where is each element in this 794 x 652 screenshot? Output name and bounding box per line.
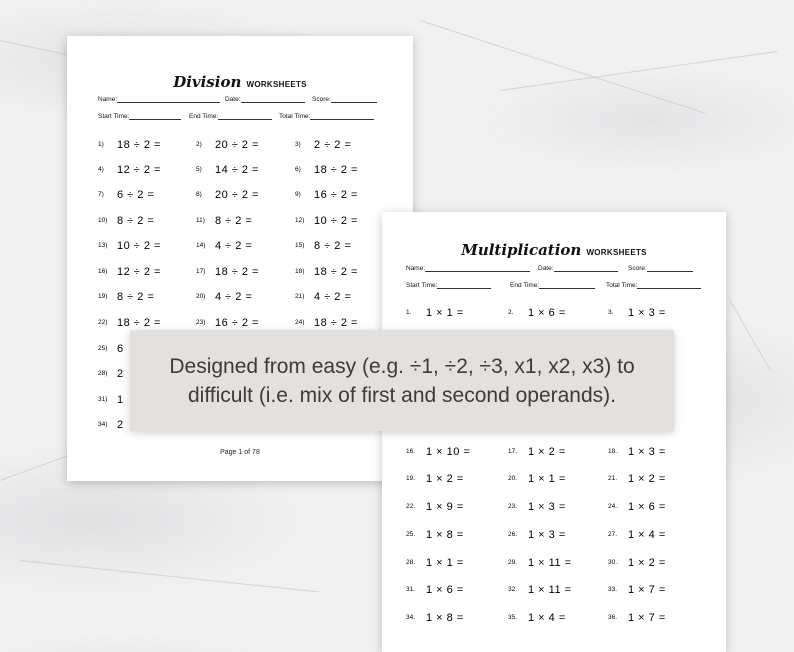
problem-number: 6) — [295, 166, 301, 174]
problem-number: 29. — [508, 559, 518, 567]
problem-equation: 1 × 2 = — [628, 556, 666, 569]
problem-equation: 1 × 7 = — [628, 583, 666, 596]
problem-number: 5) — [196, 166, 202, 174]
problem-item — [508, 554, 572, 572]
problem-equation: 2 — [117, 418, 124, 431]
problem-number: 24. — [608, 503, 618, 511]
division-title-script: Division — [173, 73, 242, 91]
problem-item — [608, 498, 666, 516]
problem-number: 21) — [295, 293, 305, 301]
problem-item — [295, 237, 351, 255]
problem-number: 22. — [406, 503, 416, 511]
problem-equation: 16 ÷ 2 = — [215, 316, 259, 329]
division-title-worksheets: WORKSHEETS — [246, 80, 307, 89]
problem-item — [406, 304, 464, 322]
problem-number: 21. — [608, 475, 618, 483]
problem-item — [406, 554, 464, 572]
problem-equation: 18 ÷ 2 = — [215, 265, 259, 278]
problem-number: 32. — [508, 586, 518, 594]
problem-item — [406, 609, 464, 627]
problem-equation: 8 ÷ 2 = — [117, 290, 155, 303]
problem-number: 33. — [608, 586, 618, 594]
problem-item — [608, 581, 666, 599]
problem-number: 28) — [98, 370, 108, 378]
problem-equation: 12 ÷ 2 = — [117, 265, 161, 278]
problem-item — [98, 263, 161, 281]
page-footer: Page 1 of 78 — [220, 449, 260, 456]
problem-number: 26. — [508, 531, 518, 539]
problem-item — [406, 443, 470, 461]
problem-item — [508, 526, 566, 544]
problem-item — [608, 470, 666, 488]
score-field[interactable]: Score: — [628, 264, 693, 272]
problem-number: 19. — [406, 475, 416, 483]
problem-number: 22) — [98, 319, 108, 327]
problem-equation: 4 ÷ 2 = — [215, 290, 253, 303]
problem-equation: 1 × 2 = — [528, 445, 566, 458]
problem-number: 20. — [508, 475, 518, 483]
problem-item — [406, 581, 464, 599]
problem-number: 25. — [406, 531, 416, 539]
problem-item — [98, 212, 154, 230]
problem-equation: 1 × 3 = — [628, 445, 666, 458]
problem-number: 7) — [98, 191, 104, 199]
problem-number: 3. — [608, 309, 614, 317]
problem-equation: 20 ÷ 2 = — [215, 138, 259, 151]
problem-equation: 10 ÷ 2 = — [314, 214, 358, 227]
end-time-field[interactable]: End Time: — [510, 281, 595, 289]
problem-equation: 18 ÷ 2 = — [314, 265, 358, 278]
marble-vein — [730, 300, 771, 370]
problem-equation: 18 ÷ 2 = — [117, 316, 161, 329]
division-title — [67, 72, 413, 91]
problem-equation: 1 × 2 = — [628, 472, 666, 485]
problem-equation: 1 — [117, 393, 124, 406]
problem-number: 30. — [608, 559, 618, 567]
problem-equation: 8 ÷ 2 = — [215, 214, 253, 227]
problem-number: 34. — [406, 614, 416, 622]
description-banner — [130, 330, 674, 431]
end-time-field[interactable]: End Time: — [189, 112, 272, 120]
score-field[interactable]: Score: — [312, 95, 377, 103]
total-time-field[interactable]: Total Time: — [606, 281, 701, 289]
problem-equation: 1 × 6 = — [628, 500, 666, 513]
problem-equation: 1 × 8 = — [426, 611, 464, 624]
problem-number: 2) — [196, 141, 202, 149]
start-time-field[interactable]: Start Time: — [98, 112, 181, 120]
problem-number: 28. — [406, 559, 416, 567]
banner-text: Designed from easy (e.g. ÷1, ÷2, ÷3, x1, x2, x3) to difficult (i.e. mix of first and second operands). — [169, 354, 635, 407]
problem-number: 3) — [295, 141, 301, 149]
problem-item — [295, 212, 358, 230]
problem-number: 13) — [98, 242, 108, 250]
problem-item — [608, 526, 666, 544]
problem-item — [196, 263, 259, 281]
problem-number: 27. — [608, 531, 618, 539]
problem-number: 18. — [608, 448, 618, 456]
problem-equation: 6 ÷ 2 = — [117, 188, 155, 201]
marble-vein — [20, 560, 318, 592]
problem-item — [196, 136, 259, 154]
problem-equation: 12 ÷ 2 = — [117, 163, 161, 176]
problem-number: 17) — [196, 268, 206, 276]
problem-equation: 1 × 11 = — [528, 556, 572, 569]
problem-equation: 2 — [117, 367, 124, 380]
date-field[interactable]: Date: — [538, 264, 618, 272]
problem-equation: 1 × 2 = — [426, 472, 464, 485]
problem-item — [98, 136, 161, 154]
problem-item — [295, 136, 351, 154]
problem-item — [608, 554, 666, 572]
problem-equation: 8 ÷ 2 = — [314, 239, 352, 252]
problem-equation: 1 × 6 = — [426, 583, 464, 596]
multiplication-worksheet-page — [382, 212, 726, 652]
problem-equation: 4 ÷ 2 = — [314, 290, 352, 303]
date-field[interactable]: Date: — [225, 95, 305, 103]
problem-equation: 18 ÷ 2 = — [117, 138, 161, 151]
multiplication-title-script: Multiplication — [461, 241, 582, 259]
problem-item — [98, 237, 161, 255]
problem-item — [98, 161, 161, 179]
problem-item — [295, 186, 358, 204]
problem-item — [295, 263, 358, 281]
problem-equation: 1 × 6 = — [528, 306, 566, 319]
problem-item — [196, 161, 259, 179]
problem-number: 14) — [196, 242, 206, 250]
problem-equation: 1 × 8 = — [426, 528, 464, 541]
problem-item — [508, 609, 566, 627]
problem-number: 11) — [196, 217, 205, 225]
problem-equation: 6 — [117, 342, 124, 355]
problem-equation: 18 ÷ 2 = — [314, 163, 358, 176]
problem-item — [295, 288, 351, 306]
problem-equation: 1 × 3 = — [628, 306, 666, 319]
problem-number: 36. — [608, 614, 618, 622]
problem-number: 9) — [295, 191, 301, 199]
problem-item — [98, 186, 154, 204]
problem-item — [508, 581, 572, 599]
problem-equation: 8 ÷ 2 = — [117, 214, 155, 227]
problem-number: 16. — [406, 448, 416, 456]
problem-equation: 1 × 4 = — [628, 528, 666, 541]
problem-number: 17. — [508, 448, 518, 456]
problem-number: 1. — [406, 309, 412, 317]
problem-equation: 1 × 1 = — [528, 472, 566, 485]
name-field[interactable]: Name: — [98, 95, 220, 103]
name-field[interactable]: Name: — [406, 264, 530, 272]
problem-number: 31) — [98, 396, 108, 404]
problem-number: 20) — [196, 293, 206, 301]
problem-item — [196, 237, 252, 255]
problem-item — [608, 609, 666, 627]
problem-number: 10) — [98, 217, 108, 225]
total-time-field[interactable]: Total Time: — [279, 112, 374, 120]
problem-number: 23. — [508, 503, 518, 511]
problem-item — [98, 340, 124, 358]
problem-number: 25) — [98, 345, 108, 353]
problem-equation: 1 × 1 = — [426, 556, 464, 569]
problem-item — [508, 470, 566, 488]
problem-item — [295, 161, 358, 179]
problem-item — [508, 304, 566, 322]
problem-item — [508, 443, 566, 461]
multiplication-title-worksheets: WORKSHEETS — [586, 248, 647, 257]
problem-number: 23) — [196, 319, 206, 327]
problem-item — [98, 288, 154, 306]
problem-number: 19) — [98, 293, 108, 301]
problem-number: 2. — [508, 309, 514, 317]
problem-item — [196, 186, 259, 204]
problem-equation: 1 × 7 = — [628, 611, 666, 624]
problem-equation: 20 ÷ 2 = — [215, 188, 259, 201]
problem-number: 24) — [295, 319, 305, 327]
marble-vein — [500, 51, 777, 91]
problem-equation: 10 ÷ 2 = — [117, 239, 161, 252]
problem-item — [406, 498, 464, 516]
problem-equation: 2 ÷ 2 = — [314, 138, 352, 151]
problem-item — [406, 470, 464, 488]
problem-item — [98, 416, 124, 434]
problem-number: 4) — [98, 166, 104, 174]
problem-equation: 18 ÷ 2 = — [314, 316, 358, 329]
problem-equation: 1 × 4 = — [528, 611, 566, 624]
problem-number: 18) — [295, 268, 305, 276]
problem-item — [406, 526, 464, 544]
problem-item — [608, 443, 666, 461]
problem-equation: 16 ÷ 2 = — [314, 188, 358, 201]
problem-equation: 14 ÷ 2 = — [215, 163, 259, 176]
problem-number: 34) — [98, 421, 108, 429]
problem-equation: 4 ÷ 2 = — [215, 239, 253, 252]
problem-number: 15) — [295, 242, 305, 250]
problem-number: 8) — [196, 191, 202, 199]
problem-equation: 1 × 11 = — [528, 583, 572, 596]
problem-number: 12) — [295, 217, 305, 225]
problem-equation: 1 × 1 = — [426, 306, 464, 319]
problem-item — [98, 391, 124, 409]
multiplication-title — [382, 240, 726, 259]
problem-number: 31. — [406, 586, 416, 594]
problem-equation: 1 × 3 = — [528, 528, 566, 541]
problem-item — [508, 498, 566, 516]
problem-equation: 1 × 10 = — [426, 445, 471, 458]
problem-number: 1) — [98, 141, 104, 149]
problem-item — [196, 288, 252, 306]
problem-number: 35. — [508, 614, 518, 622]
problem-item — [608, 304, 666, 322]
problem-equation: 1 × 9 = — [426, 500, 464, 513]
problem-item — [98, 365, 124, 383]
start-time-field[interactable]: Start Time: — [406, 281, 491, 289]
problem-number: 16) — [98, 268, 108, 276]
problem-item — [196, 212, 252, 230]
problem-equation: 1 × 3 = — [528, 500, 566, 513]
